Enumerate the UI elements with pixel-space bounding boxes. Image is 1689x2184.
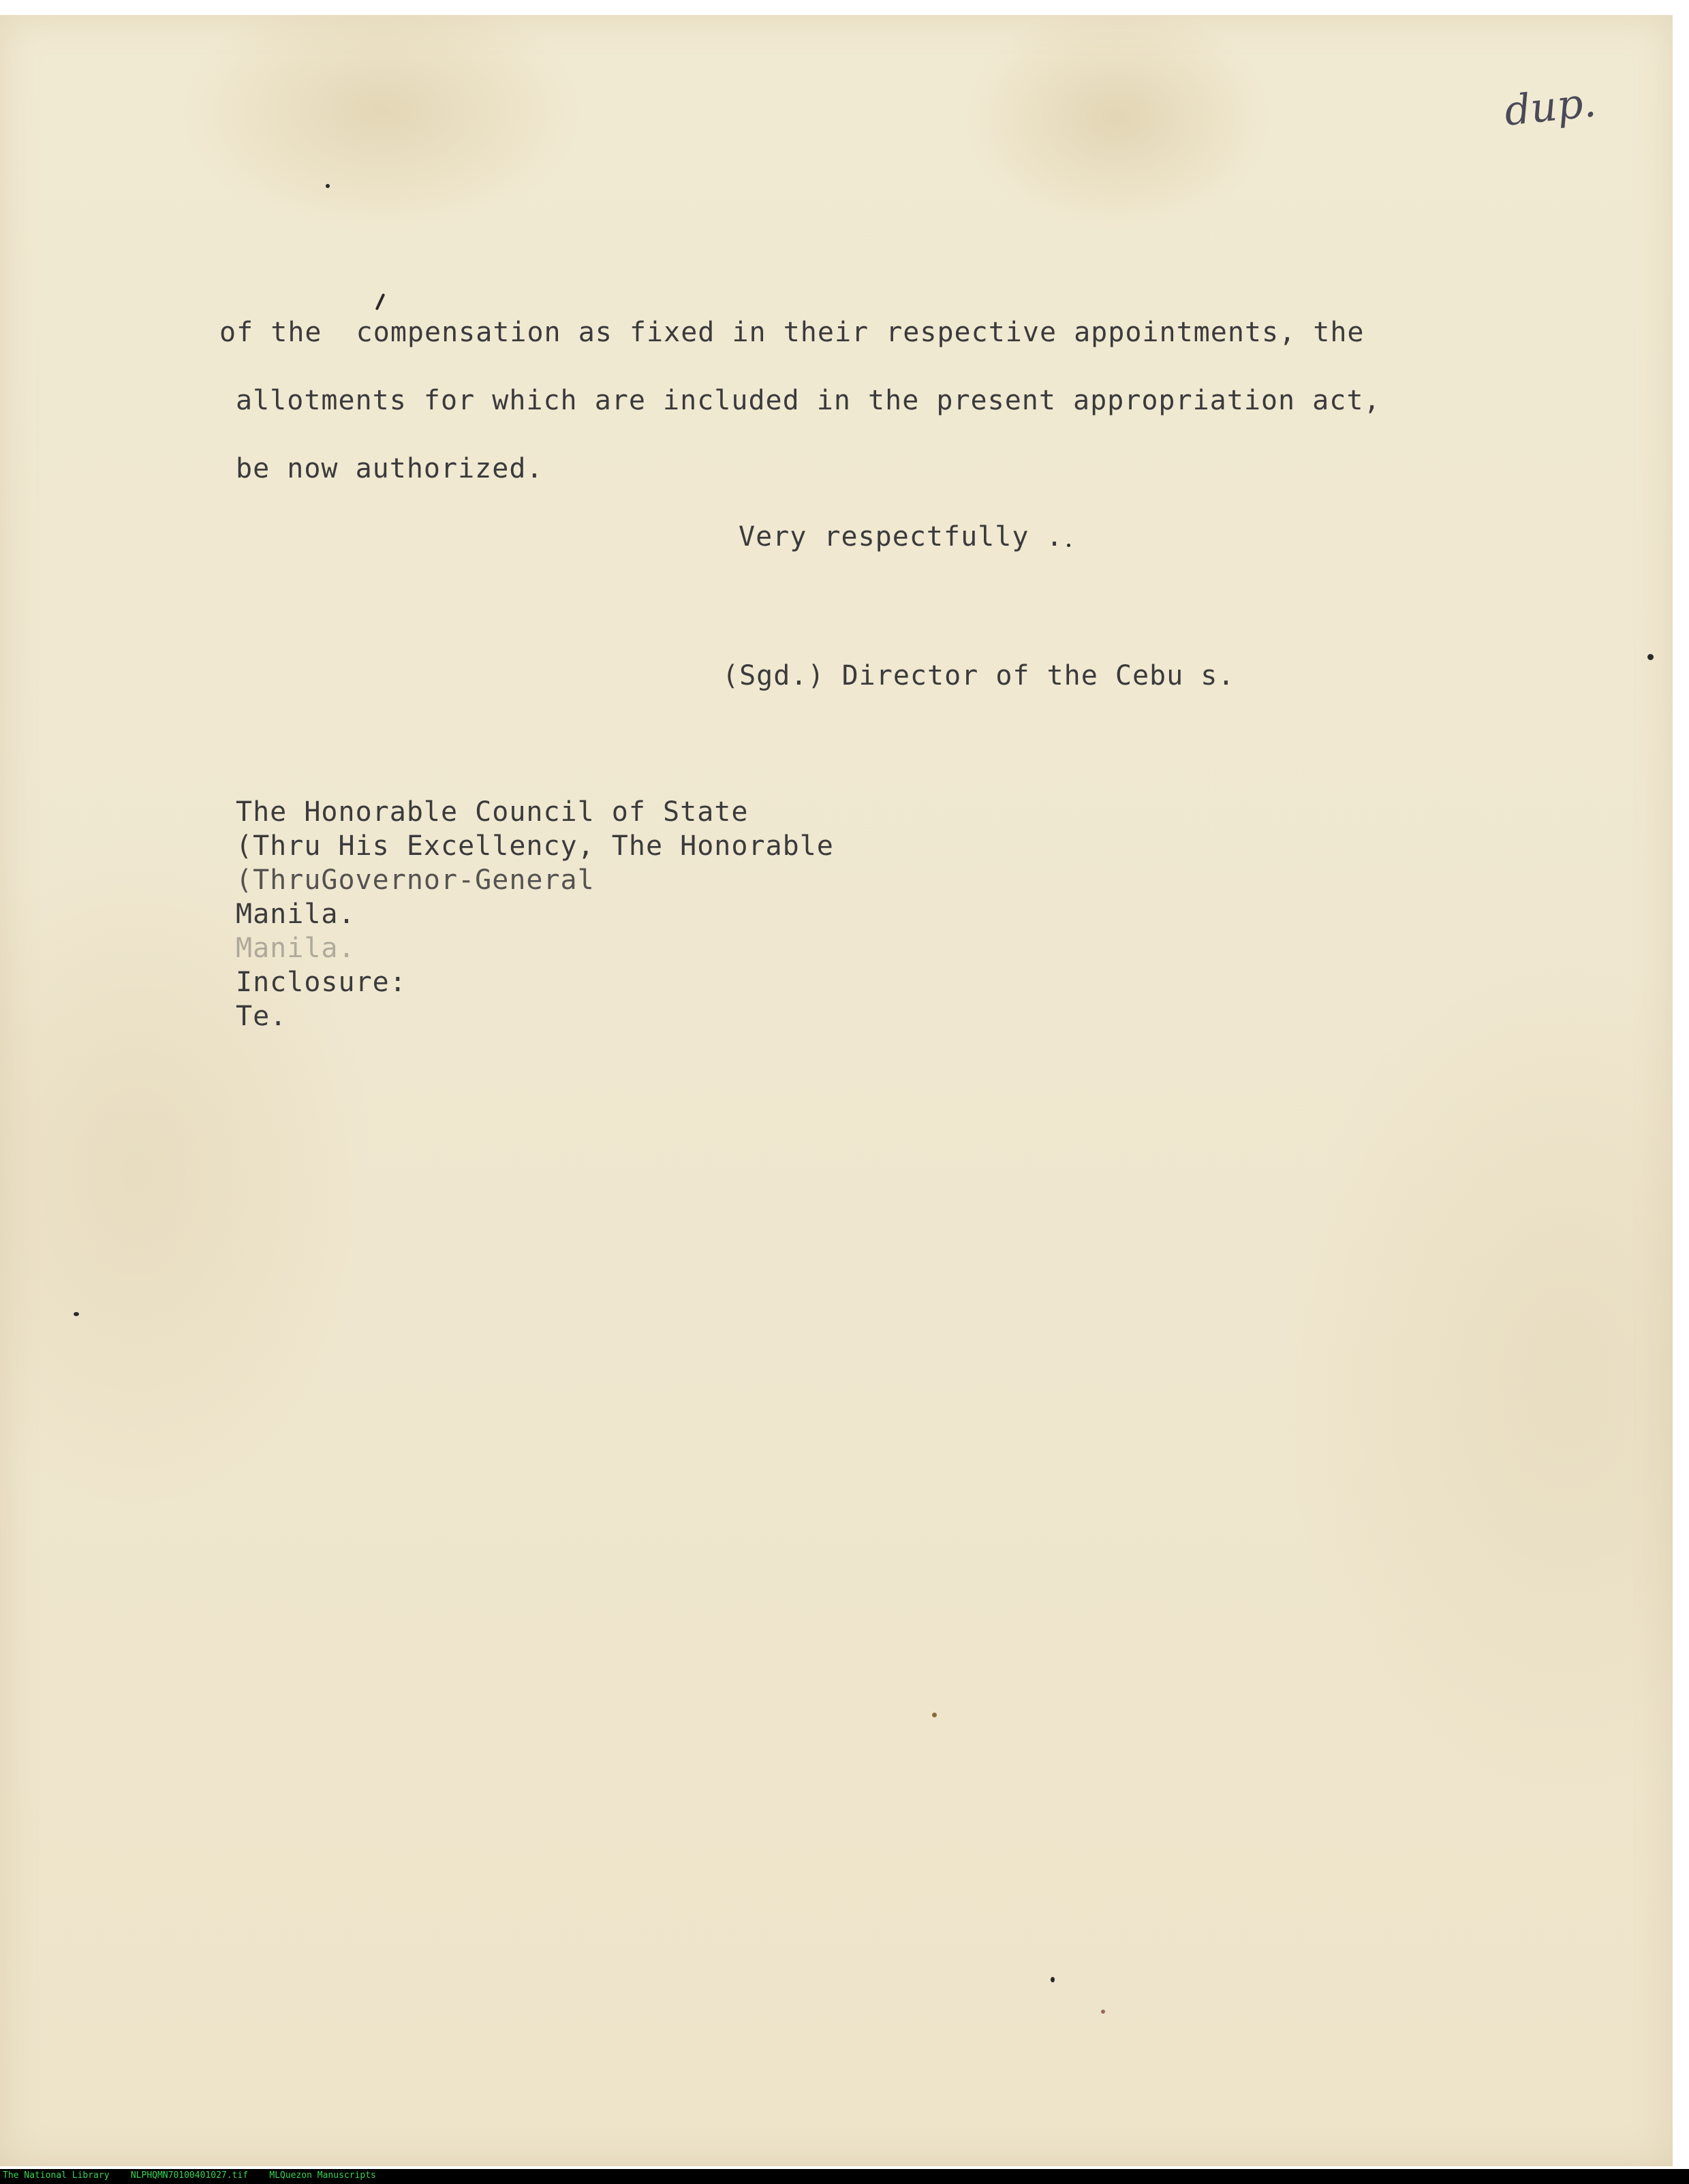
- signature-line: (Sgd.) Director of the Cebu s.: [722, 660, 1235, 691]
- speck-mark: [932, 1713, 937, 1717]
- handwritten-annotation: dup.: [1502, 78, 1598, 136]
- body-line-3: be now authorized.: [236, 453, 544, 484]
- body-line-1: of the compensation as fixed in their respective appointments, the: [219, 317, 1365, 348]
- body-line-2: allotments for which are included in the present appropriation act,: [236, 385, 1381, 416]
- speck-mark: [74, 1312, 79, 1316]
- speck-mark: [375, 293, 386, 310]
- closing-line: Very respectfully .: [739, 521, 1064, 552]
- archive-footer-text: The National Library NLPHQMN70100401027.tif MLQuezon Manuscripts: [3, 2170, 376, 2181]
- address-line-5-struck: Manila.: [236, 933, 356, 964]
- archive-footer-bar: [0, 2169, 1689, 2184]
- speck-mark: [1647, 654, 1654, 660]
- speck-mark: [1051, 1977, 1055, 1982]
- address-line-3: (ThruGovernor-General: [236, 864, 595, 896]
- address-line-2: (Thru His Excellency, The Honorable: [236, 830, 834, 862]
- speck-mark: [1101, 2010, 1105, 2014]
- speck-mark: [326, 184, 330, 188]
- address-line-1: The Honorable Council of State: [236, 796, 749, 828]
- paper-sheet: [0, 15, 1673, 2166]
- address-line-6: Inclosure:: [236, 967, 407, 998]
- speck-mark: [1067, 544, 1070, 547]
- address-line-4: Manila.: [236, 899, 356, 930]
- address-line-7: Te.: [236, 1001, 288, 1032]
